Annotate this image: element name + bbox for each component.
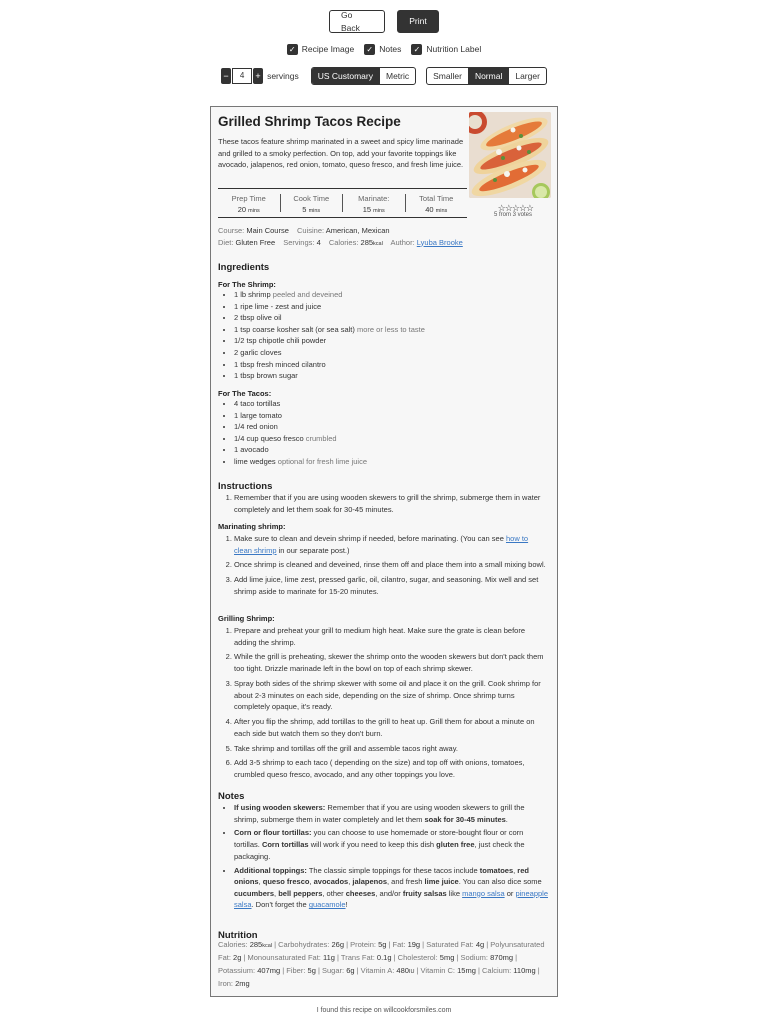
time-value: 5 mins xyxy=(302,205,321,214)
instruction-step: 4. After you flip the shrimp, add tortillas to the grill to heat up. Grill them for about a minute on each side but watch them so they don't burn. xyxy=(234,716,548,739)
pineapple-salsa-link[interactable]: pineapple salsa xyxy=(234,888,548,910)
larger-button[interactable]: Larger xyxy=(508,68,546,84)
nutrition-item: Potassium: 407mg xyxy=(218,965,281,975)
smaller-button[interactable]: Smaller xyxy=(433,71,462,81)
course-value: Main Course xyxy=(246,226,289,235)
mango-salsa-link[interactable]: mango salsa xyxy=(462,888,505,898)
time-label: Prep Time xyxy=(231,194,266,203)
nutrition-item: Cholesterol: 5mg xyxy=(397,953,455,963)
ingredient-item: • 1/4 cup queso fresco crumbled xyxy=(234,433,367,445)
instructions-heading: Instructions xyxy=(218,481,273,492)
diet-value: Gluten Free xyxy=(235,237,276,247)
unit-system-toggle xyxy=(311,67,416,85)
marinate-time xyxy=(342,194,405,212)
time-label: Cook Time xyxy=(293,194,330,203)
marinating-instructions-list xyxy=(218,533,548,601)
notes-toggle[interactable] xyxy=(364,43,401,56)
servings-adjuster xyxy=(221,68,299,84)
instruction-step: 2. While the grill is preheating, skewer the shrimp onto the wooden skewers but don't pack them too tight. Drizzle marinade left in the bowl on top of each shrimp skewer. xyxy=(234,651,548,674)
ingredient-item: • 1 avocado xyxy=(234,444,367,456)
cook-time xyxy=(280,194,343,212)
option-label: Recipe Image xyxy=(301,44,355,54)
instruction-group-heading: Grilling Shrimp: xyxy=(218,614,275,623)
nutrition-item: Polyunsaturated Fat: 2g xyxy=(218,940,545,963)
ingredient-item: • 1/2 tsp chipotle chili powder xyxy=(234,335,425,347)
nutrition-item: Sodium: 870mg xyxy=(460,953,514,963)
instruction-step: 3. Spray both sides of the shrimp skewer with some oil and place it on the grill. Cook shrimp for about 2-3 minutes on each side, depending on the size of shrimp. Once shrimp turns completely opaque, it's ready. xyxy=(234,678,548,713)
calories-value: 285kcal xyxy=(360,237,383,247)
author-link[interactable]: Lyuba Brooke xyxy=(416,237,463,247)
nutrition-item: Trans Fat: 0.1g xyxy=(340,953,392,963)
action-buttons xyxy=(0,10,768,33)
rating-stars-icon[interactable]: ☆☆☆☆☆ xyxy=(497,203,533,213)
recipe-meta: Course: Main Course Cuisine: American, Mexican Diet: Gluten Free Servings: 4 Calories: 285kcal Author: Lyuba Brooke xyxy=(218,226,463,247)
recipe-summary: These tacos feature shrimp marinated in a sweet and spicy lime marinade and grilled to a smoky perfection. On top, add your favorite toppings like avocado, jalapenos, red onion, tomato, queso fresco, and fresh lime juice. xyxy=(218,137,464,170)
nutrition-heading: Nutrition xyxy=(218,930,258,941)
normal-button[interactable]: Normal xyxy=(468,68,508,84)
time-value: 40 mins xyxy=(425,205,448,214)
metric-button[interactable]: Metric xyxy=(379,68,415,84)
instruction-step: 6. Add 3-5 shrimp to each taco ( depending on the size) and top off with onions, tomatoes, crumbled queso fresco, avocado, and any other toppings you love. xyxy=(234,757,548,780)
instruction-step: 2. Once shrimp is cleaned and deveined, rinse them off and place them into a small mixing bowl. xyxy=(234,559,548,571)
checkbox-checked-icon[interactable]: ✓ xyxy=(287,44,298,55)
servings-value: 4 xyxy=(316,237,321,247)
source-footer: I found this recipe on willcookforsmiles.com xyxy=(316,1007,452,1014)
notes-list xyxy=(218,802,548,913)
ingredient-item: • 1 large tomato xyxy=(234,410,367,422)
ingredient-item: • 2 tbsp olive oil xyxy=(234,312,425,324)
notes-heading: Notes xyxy=(218,791,245,802)
rating-votes: 5 from 3 votes xyxy=(493,212,532,218)
option-label: Nutrition Label xyxy=(426,44,482,54)
ingredient-item: • 1 tsp coarse kosher salt (or sea salt) more or less to taste xyxy=(234,324,425,336)
display-options xyxy=(0,43,768,56)
nutrition-item: Iron: 2mg xyxy=(218,978,250,988)
note-item: • Corn or flour tortillas: you can choose to use homemade or store-bought flour or corn tortillas. Corn tortillas will work if you need to keep this dish gluten free, just check the packaging. xyxy=(234,827,548,862)
ingredient-group-heading: For The Shrimp: xyxy=(218,280,276,289)
intro-instructions-list xyxy=(218,492,548,518)
cuisine-value: American, Mexican xyxy=(325,226,390,235)
adjust-options xyxy=(0,67,768,85)
ingredient-item: • lime wedges optional for fresh lime juice xyxy=(234,456,367,468)
checkbox-checked-icon[interactable]: ✓ xyxy=(364,44,375,55)
servings-label: servings xyxy=(267,70,299,81)
note-item: • If using wooden skewers: Remember that if you are using wooden skewers to grill the shrimp, submerge them in water completely and let them soak for 30-45 minutes. xyxy=(234,802,548,825)
ingredient-item: • 1/4 red onion xyxy=(234,421,367,433)
instruction-step: 1. Prepare and preheat your grill to medium high heat. Make sure the grate is clean before adding the shrimp. xyxy=(234,625,548,648)
ingredient-group-heading: For The Tacos: xyxy=(218,389,272,398)
nutrition-item: Carbohydrates: 26g xyxy=(278,940,344,949)
total-time xyxy=(405,194,468,212)
tacos-photo-illustration xyxy=(469,112,551,198)
ingredient-item: • 1 ripe lime - zest and juice xyxy=(234,301,425,313)
nutrition-item: Saturated Fat: 4g xyxy=(426,940,485,949)
ingredient-item: • 4 taco tortillas xyxy=(234,398,367,410)
nutrition-item: Vitamin A: 480IU xyxy=(360,965,415,975)
prep-time xyxy=(218,194,280,212)
ingredient-item: • 2 garlic cloves xyxy=(234,347,425,359)
instruction-step: 5. Take shrimp and tortillas off the grill and assemble tacos right away. xyxy=(234,743,548,755)
note-item: • Additional toppings: The classic simple toppings for these tacos include tomatoes, red onions, queso fresco, avocados, jalapenos, and fresh lime juice. You can also dice some cucumbers, bell peppers, other cheeses, and/or fruity salsas like mango salsa or pineapple salsa. Don't forget the guacamole! xyxy=(234,865,548,911)
nutrition-item: Monounsaturated Fat: 11g xyxy=(247,953,335,963)
grilling-instructions-list xyxy=(218,625,548,784)
print-button[interactable]: Print xyxy=(397,10,439,33)
recipe-times xyxy=(218,188,467,218)
option-label: Notes xyxy=(379,44,402,54)
ingredients-heading: Ingredients xyxy=(218,262,270,273)
recipe-image xyxy=(469,112,551,198)
servings-increase-button[interactable]: + xyxy=(253,68,263,84)
ingredient-item: • 1 tbsp brown sugar xyxy=(234,370,425,382)
nutrition-item: Fat: 19g xyxy=(392,940,421,949)
guacamole-link[interactable]: guacamole xyxy=(308,900,346,910)
how-to-clean-shrimp-link[interactable]: how to clean shrimp xyxy=(234,534,529,555)
nutrition-item: Calcium: 110mg xyxy=(482,965,536,975)
recipe-image-toggle[interactable] xyxy=(287,43,354,56)
shrimp-ingredients-list xyxy=(218,289,425,382)
taco-ingredients-list xyxy=(218,398,367,468)
nutrition-item: Fiber: 5g xyxy=(286,965,316,975)
nutrition-label-toggle[interactable] xyxy=(411,43,481,56)
instruction-step: 1. Make sure to clean and devein shrimp if needed, before marinating. (You can see how to clean shrimp in our separate post.) xyxy=(234,533,548,556)
nutrition-item: Protein: 5g xyxy=(350,940,387,949)
instruction-step: 1. Remember that if you are using wooden skewers to grill the shrimp, submerge them in water completely and let them soak for 30-45 minutes. xyxy=(234,492,548,515)
nutrition-item: Calories: 285kcal xyxy=(218,940,272,949)
recipe-card xyxy=(210,106,558,997)
time-label: Total Time xyxy=(419,194,454,203)
time-value: 20 mins xyxy=(237,205,260,214)
time-label: Marinate: xyxy=(358,194,390,203)
instruction-group-heading: Marinating shrimp: xyxy=(218,522,286,531)
servings-input[interactable]: 4 xyxy=(232,68,252,84)
us-customary-button[interactable]: US Customary xyxy=(312,68,379,84)
nutrition-item: Sugar: 6g xyxy=(322,965,355,975)
time-value: 15 mins xyxy=(362,205,385,214)
instruction-step: 3. Add lime juice, lime zest, pressed garlic, oil, cilantro, sugar, and seasoning. Mix well and set shrimp aside to marinate for 15-20 minutes. xyxy=(234,574,548,597)
recipe-title: Grilled Shrimp Tacos Recipe xyxy=(218,114,401,129)
ingredient-item: • 1 tbsp fresh minced cilantro xyxy=(234,359,425,371)
nutrition-facts: Calories: 285kcal | Carbohydrates: 26g | Protein: 5g | Fat: 19g | Saturated Fat: 4g | Polyunsaturated Fat: 2g | Monounsaturated Fat: 11g | Trans Fat: 0.1g | Cholesterol: 5mg | Sodium: 870mg | Potassium: 407mg | Fiber: 5g | Sugar: 6g | Vitamin A: 480IU | Vitamin C: 15mg | Calcium: 110mg | Iron: 2mg xyxy=(218,940,545,988)
checkbox-checked-icon[interactable]: ✓ xyxy=(411,44,422,55)
text-size-toggle xyxy=(426,67,547,85)
ingredient-item: • 1 lb shrimp peeled and deveined xyxy=(234,289,425,301)
servings-decrease-button[interactable]: − xyxy=(221,68,231,84)
go-back-button[interactable]: Go Back xyxy=(329,10,385,33)
nutrition-item: Vitamin C: 15mg xyxy=(420,965,476,975)
